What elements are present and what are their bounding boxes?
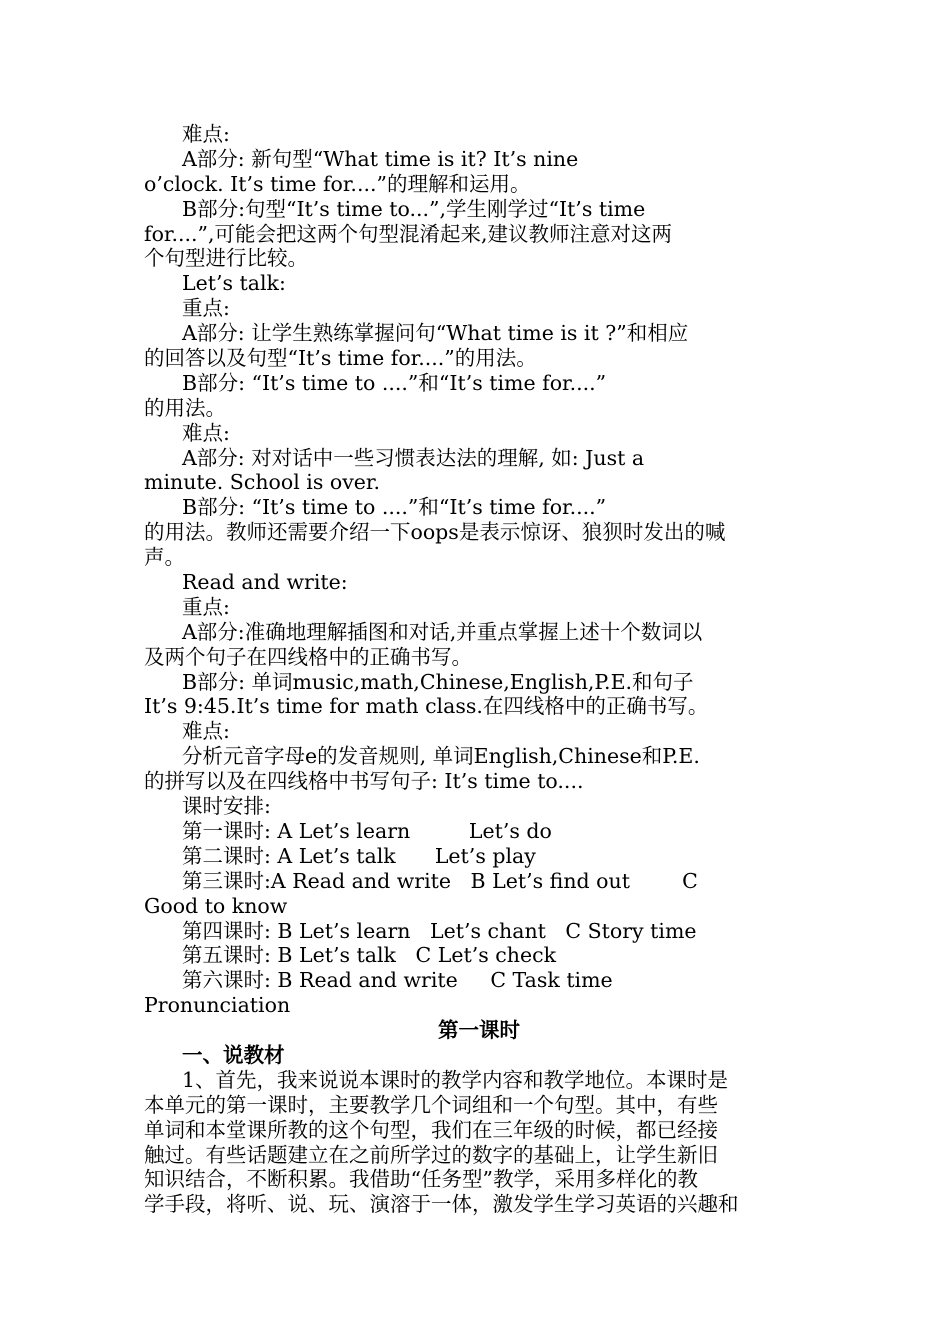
text-line: 第六课时: B Read and write C Task time	[182, 968, 613, 993]
section-title: 第一课时	[438, 1018, 520, 1043]
text-line: 单词和本堂课所教的这个句型，我们在三年级的时候，都已经接	[144, 1117, 718, 1142]
text-line: 的回答以及句型“It’s time for....”的用法。	[144, 346, 537, 371]
text-line: 第四课时: B Let’s learn Let’s chant C Story time	[182, 918, 697, 943]
text-line: for....”,可能会把这两个句型混淆起来,建议教师注意对这两	[144, 221, 673, 246]
text-line: B部分: “It’s time to ....”和“It’s time for....”	[182, 495, 607, 520]
text-line: 难点:	[182, 719, 230, 744]
text-line: 难点:	[182, 420, 230, 445]
text-line: A部分: 让学生熟练掌握问句“What time is it ?”和相应	[182, 321, 689, 346]
subsection-title: 一、说教材	[182, 1042, 285, 1067]
text-line: 1、首先，我来说说本课时的教学内容和教学地位。本课时是	[182, 1067, 729, 1092]
text-line: 第一课时: A Let’s learn Let’s do	[182, 818, 552, 843]
text-line: 第二课时: A Let’s talk Let’s play	[182, 843, 536, 868]
text-line: B部分: “It’s time to ....”和“It’s time for....”	[182, 370, 607, 395]
text-line: 的拼写以及在四线格中书写句子: It’s time to....	[144, 769, 584, 794]
text-line: minute. School is over.	[144, 470, 381, 495]
text-line: B部分: 单词music,math,Chinese,English,P.E.和句子	[182, 669, 694, 694]
text-line: B部分:句型“It’s time to...”,学生刚学过“It’s time	[182, 196, 646, 221]
text-line: 的用法。教师还需要介绍一下oops是表示惊讶、狼狈时发出的喊	[144, 520, 726, 545]
document-page	[144, 122, 814, 1217]
text-line: 第五课时: B Let’s talk C Let’s check	[182, 943, 556, 968]
document-text-block	[144, 122, 814, 1018]
text-line: 分析元音字母e的发音规则, 单词English,Chinese和P.E.	[182, 744, 700, 769]
text-line: It’s 9:45.It’s time for math class.在四线格中的正确书写。	[144, 694, 709, 719]
text-line: 触过。有些话题建立在之前所学过的数字的基础上，让学生新旧	[144, 1142, 718, 1167]
text-line: 知识结合，不断积累。我借助“任务型”教学，采用多样化的教	[144, 1167, 698, 1192]
text-line: 课时安排:	[182, 794, 271, 819]
text-line: Let’s talk:	[182, 271, 286, 296]
text-line: 学手段，将听、说、玩、演溶于一体，激发学生学习英语的兴趣和	[144, 1192, 739, 1217]
text-line: 重点:	[182, 594, 230, 619]
text-line: Good to know	[144, 893, 288, 918]
body-text-block	[144, 1068, 814, 1217]
text-line: 的用法。	[144, 395, 226, 420]
text-line: Read and write:	[182, 570, 348, 595]
text-line: 第三课时:A Read and write B Let’s find out C	[182, 868, 698, 893]
text-line: 重点:	[182, 296, 230, 321]
text-line: 难点:	[182, 122, 230, 146]
text-line: 本单元的第一课时，主要教学几个词组和一个句型。其中，有些	[144, 1092, 718, 1117]
text-line: o’clock. It’s time for....”的理解和运用。	[144, 171, 531, 196]
text-line: 及两个句子在四线格中的正确书写。	[144, 644, 472, 669]
text-line: A部分:准确地理解插图和对话,并重点掌握上述十个数词以	[182, 619, 703, 644]
text-line: A部分: 对对话中一些习惯表达法的理解, 如: Just a	[182, 445, 645, 470]
text-line: Pronunciation	[144, 993, 291, 1018]
text-line: A部分: 新句型“What time is it? It’s nine	[182, 146, 579, 171]
text-line: 个句型进行比较。	[144, 246, 308, 271]
text-line: 声。	[144, 545, 185, 570]
